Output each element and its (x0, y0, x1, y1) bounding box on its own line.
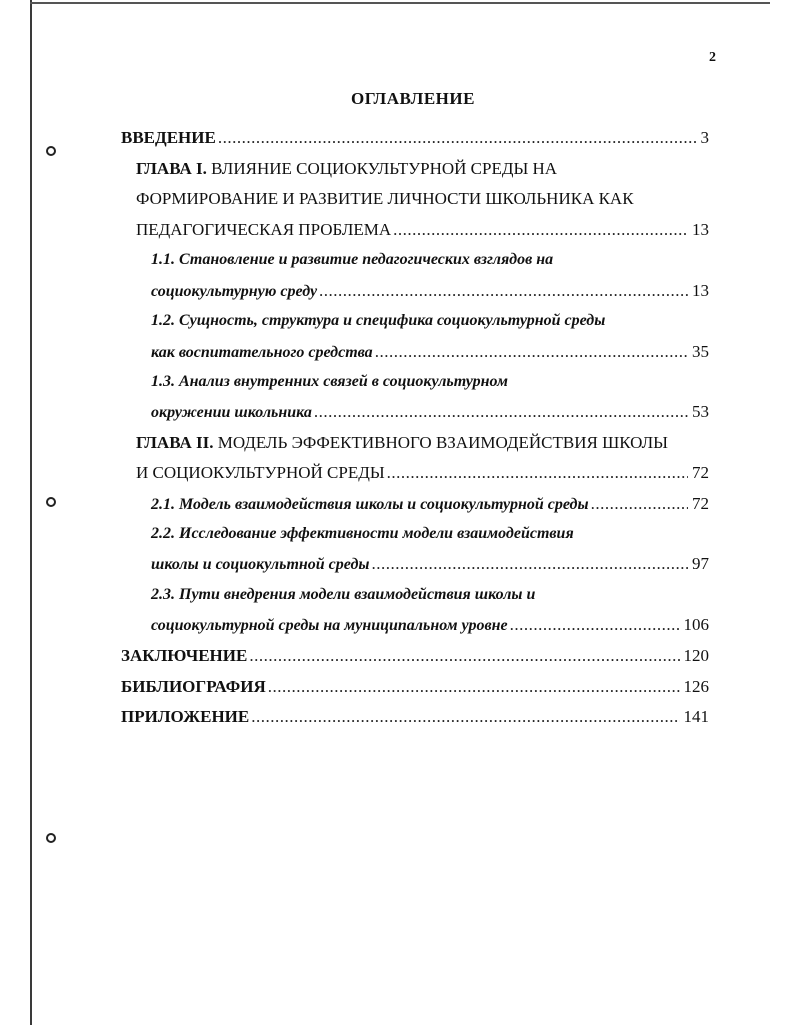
toc-entry-page: 72 (692, 463, 709, 482)
toc-entry-label: ВВЕДЕНИЕ (121, 128, 216, 147)
toc-entry-page: 126 (683, 677, 709, 696)
toc-entry-label: школы и социокультной среды (151, 556, 370, 573)
dot-leader (249, 644, 679, 668)
toc-entry-bibliography[interactable] (121, 675, 709, 699)
toc-entry-page: 97 (692, 554, 709, 573)
dot-leader (218, 126, 697, 150)
toc-entry-section-2-3[interactable] (151, 613, 709, 637)
chapter-prefix: ГЛАВА I. (136, 159, 207, 178)
chapter-prefix: ГЛАВА II. (136, 433, 214, 452)
toc-entry-page: 120 (683, 646, 709, 665)
toc-entry-page: 141 (683, 707, 709, 726)
toc-section-2-2-title[interactable]: 2.2. Исследование эффективности модели взаимодействия (151, 525, 574, 542)
dot-leader (268, 675, 680, 699)
toc-entry-label: социокультурную среду (151, 283, 318, 300)
toc-entry-chapter-2[interactable] (136, 461, 709, 485)
toc-entry-page: 106 (683, 615, 709, 634)
toc-chapter-2-heading[interactable] (136, 431, 668, 455)
dot-leader (387, 461, 688, 485)
toc-entry-page: 53 (692, 402, 709, 421)
page-title: ОГЛАВЛЕНИЕ (351, 89, 475, 108)
toc-chapter-1-title-line: ФОРМИРОВАНИЕ И РАЗВИТИЕ ЛИЧНОСТИ ШКОЛЬНИКА КАК (136, 189, 634, 208)
toc-section-1-2-title[interactable]: 1.2. Сущность, структура и специфика социокультурной среды (151, 312, 606, 329)
toc-entry-section-1-3[interactable] (151, 400, 709, 424)
toc-entry-section-1-1[interactable] (151, 279, 709, 303)
toc-entry-conclusion[interactable] (121, 644, 709, 668)
dot-leader (372, 552, 688, 576)
toc-entry-label: И СОЦИОКУЛЬТУРНОЙ СРЕДЫ (136, 463, 385, 482)
toc-entry-section-1-2[interactable] (151, 340, 709, 364)
toc-entry-label: 2.1. Модель взаимодействия школы и социокультурной среды (151, 496, 589, 513)
dot-leader (393, 218, 688, 242)
dot-leader (319, 279, 688, 303)
toc-section-2-3-title[interactable]: 2.3. Пути внедрения модели взаимодействия школы и (151, 586, 536, 603)
toc-section-1-1-title[interactable]: 1.1. Становление и развитие педагогических взглядов на (151, 251, 554, 268)
toc-entry-page: 35 (692, 342, 709, 361)
dot-leader (591, 492, 688, 516)
toc-entry-label: окружении школьника (151, 404, 312, 421)
toc-chapter-1-heading[interactable] (136, 157, 557, 181)
toc-entry-label: ЗАКЛЮЧЕНИЕ (121, 646, 248, 665)
toc-entry-page: 13 (692, 220, 709, 239)
toc-section-1-3-title[interactable]: 1.3. Анализ внутренних связей в социокультурном (151, 373, 508, 390)
chapter-title-line: МОДЕЛЬ ЭФФЕКТИВНОГО ВЗАИМОДЕЙСТВИЯ ШКОЛЫ (217, 433, 668, 452)
dot-leader (510, 613, 680, 637)
toc-entry-appendix[interactable] (121, 705, 709, 729)
toc-entry-label: ПЕДАГОГИЧЕСКАЯ ПРОБЛЕМА (136, 220, 392, 239)
toc-entry-intro[interactable] (121, 126, 709, 150)
toc-entry-page: 72 (692, 494, 709, 513)
toc-entry-label: социокультурной среды на муниципальном уровне (151, 617, 508, 634)
toc-entry-label: как воспитательного средства (151, 344, 373, 361)
chapter-title-line: ВЛИЯНИЕ СОЦИОКУЛЬТУРНОЙ СРЕДЫ НА (211, 159, 558, 178)
dot-leader (251, 705, 679, 729)
page-number: 2 (709, 50, 716, 65)
toc-entry-page: 13 (692, 281, 709, 300)
toc-entry-page: 3 (700, 128, 709, 147)
toc-entry-section-2-2[interactable] (151, 552, 709, 576)
toc-entry-label: ПРИЛОЖЕНИЕ (121, 707, 250, 726)
toc-entry-section-2-1[interactable] (151, 492, 709, 516)
dot-leader (314, 400, 688, 424)
dot-leader (375, 340, 688, 364)
toc-entry-chapter-1[interactable] (136, 218, 709, 242)
toc-entry-label: БИБЛИОГРАФИЯ (121, 677, 266, 696)
